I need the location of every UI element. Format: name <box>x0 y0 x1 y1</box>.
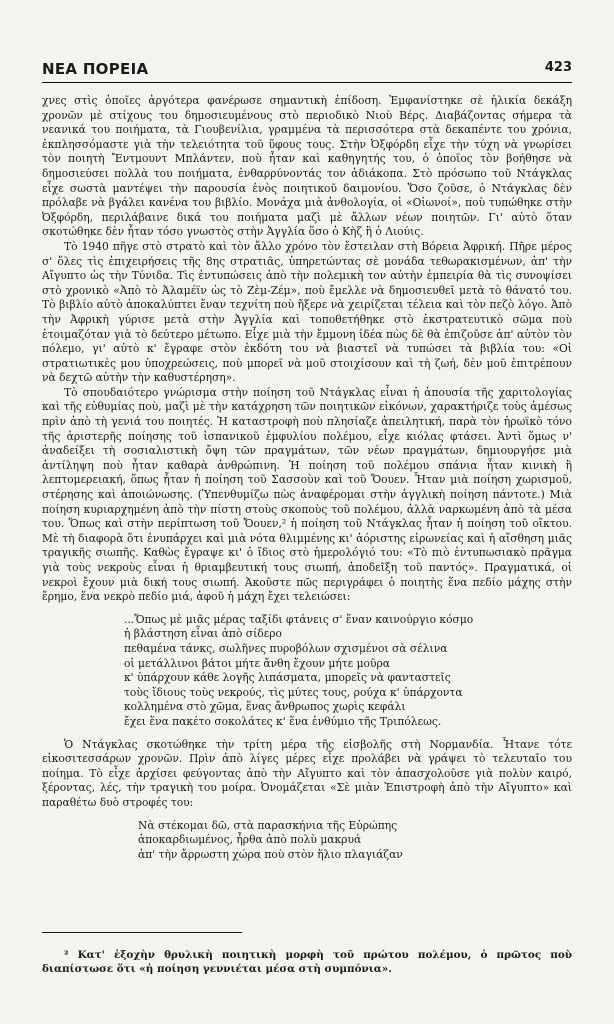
poem-line: ἀποκαρδιωμένος, ἦρθα ἀπὸ πολὺ μακρυά <box>138 833 362 847</box>
poem-line: ἔχει ἕνα πακέτο σοκολάτες κ' ἕνα ἐνθύμιο τῆς Τριπόλεως. <box>124 714 442 728</box>
poem-line: ἡ βλάστηση εἶναι ἀπὸ σίδερο <box>124 627 282 641</box>
poem-excerpt-2 <box>138 819 572 863</box>
poem-line: οἱ μετάλλινοι βάτοι μήτε ἄνθη ἔχουν μήτε μοῦρα <box>124 656 390 670</box>
poem-excerpt-1 <box>124 613 572 730</box>
journal-title: ΝΕΑ ΠΟΡΕΙΑ <box>42 60 149 78</box>
poem-line: Νὰ στέκομαι δῶ, στὰ παρασκήνια τῆς Εὐρώπης <box>138 818 398 832</box>
running-header <box>42 60 572 83</box>
poem-line: κ' ὑπάρχουν κάθε λογῆς λιπάσματα, μπορεῖς νὰ φανταστεῖς <box>124 671 451 685</box>
footnote-divider <box>42 932 242 933</box>
poem-line: κολλημένα στὸ χῶμα, ἕνας ἄνθρωπος χωρὶς κεφάλι <box>124 700 406 714</box>
paragraph-4: Ὁ Ντάγκλας σκοτώθηκε τὴν τρίτη μέρα τῆς εἰσβολῆς στὴ Νορμανδία. Ἦτανε τότε εἰκοσιτεσσάρων χρονῶν. Πρὶν ἀπὸ λίγες μέρες εἶχε προλάβει νὰ γράψει τὸ τελευταῖο του ποίημα. Τὸ εἶχε ἀρχίσει φεύγοντας ἀπὸ τὴν Αἴγυπτο καὶ τὸν ἀπασχολοῦσε γιὰ πολὺν καιρό, ξέροντας, λές, τὴν τραγικὴ του μοίρα. Ὀνομάζεται «Σὲ μιὰν Ἐπιστροφὴ ἀπὸ τὴν Αἴγυπτο» καὶ παραθέτω δυὸ στροφές του: <box>42 737 572 809</box>
paragraph-1: χνες στὶς ὁποῖες ἀργότερα φανέρωσε σημαντικὴ ἐπίδοση. Ἐμφανίστηκε σὲ ἡλικία δεκάξη χρονῶν μὲ στίχους του δημοσιευμένους στὸ περιοδικὸ Νιοὺ Βέρς. Διαβάζοντας σήμερα τὰ νεανικά του ποιήματα, τὰ Γιουβενίλια, γραμμένα τὰ περισσότερα στὰ δεκαπέντε του χρόνια, ἐκπλησσόμαστε γιὰ τὴν τελειότητα τοῦ ὕφους τους. Στὴν Ὀξφόρδη εἶχε τὴν τύχη νὰ γνωρίσει τὸν ποιητὴ Ἔντμουντ Μπλάντεν, ποὺ ἦταν καὶ καθηγητής του, ὁ ὁποῖος τὸν βοήθησε νὰ δημοσιεύσει πολλὰ του ποιήματα, ἐνθαρρύνοντάς τον ἀδιάκοπα. Στὸ πρόσωπο τοῦ Ντάγκλας εἶχε σωστὰ μαντέψει τὴν παρουσία ἑνὸς ποιητικοῦ δαιμονίου. Ὅσο ζοῦσε, ὁ Ντάγκλας δὲν πρόλαβε νὰ βγάλει κανένα του βιβλίο. Μονάχα μιὰ ἀνθολογία, οἱ «Οἰωνοί», ποὺ τυπώθηκε στὴν Ὀξφόρδη, περιλάβαινε δικά του ποιήματα μαζὶ μὲ ἄλλων νέων ποιητῶν. Γι' αὐτὸ ὅταν σκοτώθηκε δὲν ἦταν τόσο γνωστὸς στὴν Ἀγγλία ὅσο ὁ Κὴζ ἢ ὁ Λιούις. <box>42 94 572 239</box>
footnote: ² Κατ' ἐξοχὴν θρυλικὴ ποιητικὴ μορφὴ τοῦ πρώτου πολέμου, ὁ πρῶτος ποὺ διαπίστωσε ὅτι «ἡ ποίηση γεννιέται μέσα στὴ συμπόνια». <box>42 949 572 976</box>
paragraph-2: Τὸ 1940 πῆγε στὸ στρατὸ καὶ τὸν ἄλλο χρόνο τὸν ἔστειλαν στὴ Βόρεια Ἀφρική. Πῆρε μέρος σ' ὅλες τὶς ἐπιχειρήσεις τῆς 8ης στρατιᾶς, ὑπηρετώντας σὲ μονάδα τεθωρακισμένων, ἀπ' τὴν Αἴγυπτο ὡς τὴν Τύνιδα. Τὶς ἐντυπώσεις ἀπὸ τὴν πολεμικὴ τον αὐτὴν ἐμπειρία θὰ τὶς συνοψίσει στὸ χρονικὸ «Ἀπὸ τὸ Ἀλαμέϊν ὡς τὸ Ζὲμ-Ζέμ», ποὺ ἔμελλε νὰ δημοσιευθεῖ μετὰ τὸ θάνατό του. Τὸ βιβλίο αὐτὸ ἀποκαλύπτει ἕναν τεχνίτη ποὺ ἤξερε νὰ χειρίζεται τέλεια καὶ τὸν πεζὸ λόγο. Ἀπὸ τὴν Ἀφρικὴ γύρισε μετὰ στὴν Ἀγγλία καὶ τοποθετήθηκε στὸ ἐκστρατευτικὸ σῶμα ποὺ ἑτοιμαζόταν γιὰ τὸ δεύτερο μέτωπο. Εἶχε μιὰ τὴν ἔμμονη ἰδέα πὼς δὲ θὰ ἐπιζοῦσε ἀπ' αὐτὸν τὸν πόλεμο, γι' αὐτὸ κ' ἔγραφε στὸν ἐκδότη του νὰ βιαστεῖ νὰ τυπώσει τὰ βιβλία του: «Οἱ στρατιωτικὲς μου ὑποχρεώσεις, ποὺ μπορεῖ νὰ μοῦ στοιχίσουν καὶ τὴ ζωή, δὲν μοῦ ἐπιτρέπουν νὰ δεχτῶ αὐτὴν τὴν καθυστέρηση». <box>42 239 572 385</box>
poem-line: τοὺς ἴδιους τοὺς νεκρούς, τὶς μύτες τους, ρούχα κ' ὑπάρχοντα <box>124 685 463 699</box>
paragraph-3: Τὸ σπουδαιότερο γνώρισμα στὴν ποίηση τοῦ Ντάγκλας εἶναι ἡ ἀπουσία τῆς χαριτολογίας καὶ τῆς εὐθυμίας ποὺ, μαζὶ μὲ τὴν κατάχρηση τῶν ποιητικῶν εἰκόνων, χαρακτήριζε τοὺς ἀμέσως πρὶν ἀπὸ τὴ γενιά του ποιητές. Ἡ καταστροφὴ ποὺ πλησίαζε ἀπειλητική, παρὰ τὸν ἡρωϊκὸ τόνο τῆς ἀριστερῆς ποίησης τοῦ ἰσπανικοῦ ἐμφυλίου πολέμου, εἶχε κιόλας φτάσει. Ἀντὶ ὅμως ν' ἀναδείξει τὴ σοσιαλιστικὴ ὄψη τῶν πραγμάτων, τῶν νέων πραγμάτων, δημιουργήσε μιὰ ἀντίληψη ποὺ ἦταν καθαρὰ ἀνθρώπινη. Ἡ ποίηση τοῦ πολέμου σπάνια ἦταν κινικὴ ἢ λεπτομερειακή, ὅπως ἦταν ἡ ποίηση τοῦ Σασσοὺν καὶ τοῦ Ὄουεν. Ἦταν μιὰ ποίηση χωρισμοῦ, στέρησης καὶ ἀποιώνωσης. (Ὑπενθυμίζω πὼς ἀναφέρομαι στὴν ἀγγλικὴ ποίηση πάντοτε.) Μιὰ ποίηση κυριαρχημένη ἀπὸ τὴν πίστη στοὺς σκοποὺς τοῦ πολέμου, ἀλλὰ ναρκωμένη ἀπὸ τὰ μέσα του. Ὅπως καὶ στὴν περίπτωση τοῦ Ὄουεν,² ἡ ποίηση τοῦ Ντάγκλας ἦταν ἡ ποίηση τοῦ οἴκτου. Μὲ τὴ διαφορὰ ὅτι ἐνυπάρχει καὶ μιὰ νότα θλιμμένης κι' ἀόριστης εἰρωνείας καὶ ἡ αἴσθηση μιᾶς τραγικῆς σιωπῆς. Καθὼς ἔγραψε κι' ὁ ἴδιος στὸ ἡμερολόγιό του: «Τὸ πιὸ ἐντυπωσιακὸ πρᾶγμα γιὰ τοὺς νεκροὺς εἶναι ἡ θριαμβευτική τους σιωπή, ἀποδεῖξη τοῦ παντός». Πραγματικά, οἱ νεκροὶ ἔχουν μιὰ δική τους σιωπή. Ἀκοῦστε πῶς περιγράφει ὁ ποιητὴς ἕνα πεδίο μάχης στὴν ἔρημο, ἕνα νεκρὸ πεδίο μιά, ἀφοῦ ἡ μάχη ἔχει τελειώσει: <box>42 385 572 604</box>
poem-line: ἀπ' τὴν ἄρρωστη χώρα ποὺ στὸν ἥλιο πλαγιάζαν <box>138 847 403 861</box>
poem-line: πεθαμένα τάνκς, σωλῆνες πυροβόλων σχισμένοι σὰ σέλινα <box>124 641 448 655</box>
poem-line: ...Ὅπως μὲ μιᾶς μέρας ταξίδι φτάνεις σ' ἕναν καινούργιο κόσμο <box>124 612 474 626</box>
page-body <box>42 94 572 870</box>
page-number: 423 <box>544 60 572 75</box>
